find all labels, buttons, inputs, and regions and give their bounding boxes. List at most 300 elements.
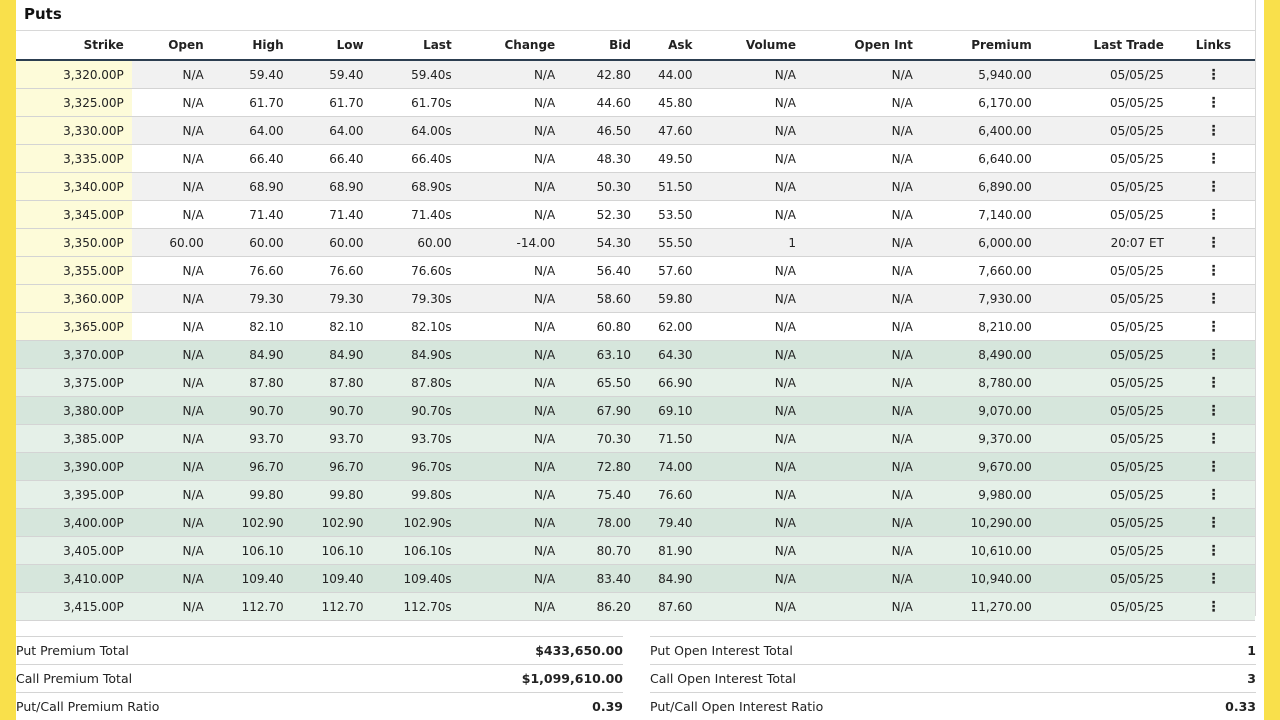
more-vertical-icon[interactable]: ⋮	[1172, 453, 1255, 481]
summary-label: Put Premium Total	[16, 643, 129, 658]
strike-cell[interactable]: 3,345.00P	[16, 201, 132, 229]
high-cell: 82.10	[212, 313, 292, 341]
premium-cell: 10,290.00	[921, 509, 1040, 537]
summary-label: Put/Call Premium Ratio	[16, 699, 160, 714]
more-vertical-icon[interactable]: ⋮	[1172, 397, 1255, 425]
low-cell: 87.80	[292, 369, 372, 397]
low-cell: 102.90	[292, 509, 372, 537]
ask-cell: 74.00	[639, 453, 700, 481]
more-vertical-icon[interactable]: ⋮	[1172, 117, 1255, 145]
table-row[interactable]	[16, 509, 1255, 537]
premium-cell: 9,980.00	[921, 481, 1040, 509]
table-body	[16, 60, 1255, 621]
table-row[interactable]	[16, 481, 1255, 509]
volume-cell: N/A	[701, 425, 805, 453]
bid-cell: 80.70	[563, 537, 639, 565]
last-cell: 106.10s	[372, 537, 460, 565]
open-cell: N/A	[132, 397, 212, 425]
high-cell: 84.90	[212, 341, 292, 369]
change-cell: N/A	[460, 481, 564, 509]
strike-cell[interactable]: 3,395.00P	[16, 481, 132, 509]
volume-cell: N/A	[701, 369, 805, 397]
table-row[interactable]	[16, 173, 1255, 201]
column-header-last-trade[interactable]: Last Trade	[1040, 31, 1172, 60]
open-int-cell: N/A	[804, 257, 921, 285]
last-cell: 99.80s	[372, 481, 460, 509]
last-trade-cell: 05/05/25	[1040, 145, 1172, 173]
options-chain-page	[16, 0, 1264, 720]
table-row[interactable]	[16, 369, 1255, 397]
last-cell: 112.70s	[372, 593, 460, 621]
last-cell: 59.40s	[372, 60, 460, 89]
bid-cell: 50.30	[563, 173, 639, 201]
summary-row	[650, 636, 1256, 664]
volume-cell: N/A	[701, 341, 805, 369]
premium-cell: 6,890.00	[921, 173, 1040, 201]
volume-cell: N/A	[701, 257, 805, 285]
strike-cell[interactable]: 3,375.00P	[16, 369, 132, 397]
change-cell: N/A	[460, 145, 564, 173]
bid-cell: 42.80	[563, 60, 639, 89]
change-cell: N/A	[460, 425, 564, 453]
open-cell: N/A	[132, 285, 212, 313]
more-vertical-icon[interactable]: ⋮	[1172, 89, 1255, 117]
last-trade-cell: 05/05/25	[1040, 397, 1172, 425]
column-header-strike[interactable]: Strike	[16, 31, 132, 60]
strike-cell[interactable]: 3,410.00P	[16, 565, 132, 593]
bid-cell: 70.30	[563, 425, 639, 453]
column-header-last[interactable]: Last	[372, 31, 460, 60]
summary-value: 1	[1247, 643, 1256, 658]
strike-cell[interactable]: 3,320.00P	[16, 60, 132, 89]
last-cell: 79.30s	[372, 285, 460, 313]
bid-cell: 83.40	[563, 565, 639, 593]
summary-label: Call Open Interest Total	[650, 671, 797, 686]
table-row[interactable]	[16, 453, 1255, 481]
open-cell: N/A	[132, 313, 212, 341]
more-vertical-icon[interactable]: ⋮	[1172, 285, 1255, 313]
last-cell: 60.00	[372, 229, 460, 257]
ask-cell: 59.80	[639, 285, 700, 313]
more-vertical-icon[interactable]: ⋮	[1172, 341, 1255, 369]
column-header-premium[interactable]: Premium	[921, 31, 1040, 60]
summary-label: Call Premium Total	[16, 671, 133, 686]
change-cell: N/A	[460, 285, 564, 313]
ask-cell: 49.50	[639, 145, 700, 173]
open-cell: 60.00	[132, 229, 212, 257]
last-trade-cell: 05/05/25	[1040, 285, 1172, 313]
summary-label: Put Open Interest Total	[650, 643, 793, 658]
column-header-ask[interactable]: Ask	[639, 31, 700, 60]
high-cell: 76.60	[212, 257, 292, 285]
change-cell: N/A	[460, 341, 564, 369]
ask-cell: 66.90	[639, 369, 700, 397]
ask-cell: 47.60	[639, 117, 700, 145]
volume-cell: N/A	[701, 453, 805, 481]
open-cell: N/A	[132, 60, 212, 89]
bid-cell: 48.30	[563, 145, 639, 173]
ask-cell: 71.50	[639, 425, 700, 453]
low-cell: 60.00	[292, 229, 372, 257]
more-vertical-icon[interactable]: ⋮	[1172, 509, 1255, 537]
bid-cell: 60.80	[563, 313, 639, 341]
low-cell: 112.70	[292, 593, 372, 621]
high-cell: 59.40	[212, 60, 292, 89]
summary-row	[650, 692, 1256, 720]
low-cell: 109.40	[292, 565, 372, 593]
ask-cell: 87.60	[639, 593, 700, 621]
premium-cell: 6,400.00	[921, 117, 1040, 145]
more-vertical-icon[interactable]: ⋮	[1172, 369, 1255, 397]
more-vertical-icon[interactable]: ⋮	[1172, 537, 1255, 565]
high-cell: 102.90	[212, 509, 292, 537]
high-cell: 109.40	[212, 565, 292, 593]
change-cell: N/A	[460, 369, 564, 397]
last-trade-cell: 20:07 ET	[1040, 229, 1172, 257]
open-int-cell: N/A	[804, 453, 921, 481]
strike-cell[interactable]: 3,415.00P	[16, 593, 132, 621]
high-cell: 60.00	[212, 229, 292, 257]
open-int-cell: N/A	[804, 397, 921, 425]
summary-row	[650, 664, 1256, 692]
volume-cell: N/A	[701, 60, 805, 89]
last-trade-cell: 05/05/25	[1040, 537, 1172, 565]
more-vertical-icon[interactable]: ⋮	[1172, 425, 1255, 453]
last-trade-cell: 05/05/25	[1040, 313, 1172, 341]
bid-cell: 63.10	[563, 341, 639, 369]
high-cell: 71.40	[212, 201, 292, 229]
volume-cell: 1	[701, 229, 805, 257]
ask-cell: 69.10	[639, 397, 700, 425]
last-cell: 71.40s	[372, 201, 460, 229]
table-row[interactable]	[16, 89, 1255, 117]
last-cell: 109.40s	[372, 565, 460, 593]
strike-cell[interactable]: 3,405.00P	[16, 537, 132, 565]
last-cell: 61.70s	[372, 89, 460, 117]
open-interest-summary	[650, 636, 1256, 720]
high-cell: 93.70	[212, 425, 292, 453]
premium-summary	[16, 636, 623, 720]
ask-cell: 44.00	[639, 60, 700, 89]
open-cell: N/A	[132, 117, 212, 145]
open-cell: N/A	[132, 89, 212, 117]
last-cell: 102.90s	[372, 509, 460, 537]
bid-cell: 67.90	[563, 397, 639, 425]
ask-cell: 55.50	[639, 229, 700, 257]
strike-cell[interactable]: 3,380.00P	[16, 397, 132, 425]
high-cell: 61.70	[212, 89, 292, 117]
summary-value: $1,099,610.00	[521, 671, 623, 686]
premium-cell: 7,660.00	[921, 257, 1040, 285]
premium-cell: 8,210.00	[921, 313, 1040, 341]
more-vertical-icon[interactable]: ⋮	[1172, 173, 1255, 201]
open-cell: N/A	[132, 537, 212, 565]
last-trade-cell: 05/05/25	[1040, 509, 1172, 537]
premium-cell: 9,070.00	[921, 397, 1040, 425]
open-cell: N/A	[132, 201, 212, 229]
strike-cell[interactable]: 3,340.00P	[16, 173, 132, 201]
ask-cell: 84.90	[639, 565, 700, 593]
volume-cell: N/A	[701, 509, 805, 537]
table-header-row	[16, 31, 1255, 60]
open-int-cell: N/A	[804, 481, 921, 509]
table-row[interactable]	[16, 341, 1255, 369]
premium-cell: 7,930.00	[921, 285, 1040, 313]
summary-value: 0.33	[1225, 699, 1256, 714]
column-header-low[interactable]: Low	[292, 31, 372, 60]
summary-value: 0.39	[592, 699, 623, 714]
strike-cell[interactable]: 3,365.00P	[16, 313, 132, 341]
column-header-high[interactable]: High	[212, 31, 292, 60]
low-cell: 84.90	[292, 341, 372, 369]
premium-cell: 9,370.00	[921, 425, 1040, 453]
table-row[interactable]	[16, 313, 1255, 341]
open-int-cell: N/A	[804, 201, 921, 229]
more-vertical-icon[interactable]: ⋮	[1172, 593, 1255, 621]
premium-cell: 5,940.00	[921, 60, 1040, 89]
last-cell: 96.70s	[372, 453, 460, 481]
high-cell: 90.70	[212, 397, 292, 425]
open-cell: N/A	[132, 593, 212, 621]
bid-cell: 86.20	[563, 593, 639, 621]
summary-value: 3	[1247, 671, 1256, 686]
last-trade-cell: 05/05/25	[1040, 117, 1172, 145]
open-int-cell: N/A	[804, 89, 921, 117]
table-row[interactable]	[16, 425, 1255, 453]
bid-cell: 72.80	[563, 453, 639, 481]
high-cell: 112.70	[212, 593, 292, 621]
open-int-cell: N/A	[804, 565, 921, 593]
ask-cell: 57.60	[639, 257, 700, 285]
open-cell: N/A	[132, 453, 212, 481]
table-row[interactable]	[16, 117, 1255, 145]
change-cell: N/A	[460, 509, 564, 537]
open-cell: N/A	[132, 145, 212, 173]
summary-row	[16, 664, 623, 692]
open-int-cell: N/A	[804, 593, 921, 621]
high-cell: 66.40	[212, 145, 292, 173]
strike-cell[interactable]: 3,390.00P	[16, 453, 132, 481]
bid-cell: 65.50	[563, 369, 639, 397]
volume-cell: N/A	[701, 89, 805, 117]
bid-cell: 44.60	[563, 89, 639, 117]
more-vertical-icon[interactable]: ⋮	[1172, 313, 1255, 341]
premium-cell: 7,140.00	[921, 201, 1040, 229]
strike-cell[interactable]: 3,335.00P	[16, 145, 132, 173]
last-trade-cell: 05/05/25	[1040, 173, 1172, 201]
open-cell: N/A	[132, 341, 212, 369]
more-vertical-icon[interactable]: ⋮	[1172, 481, 1255, 509]
open-cell: N/A	[132, 173, 212, 201]
strike-cell[interactable]: 3,355.00P	[16, 257, 132, 285]
bid-cell: 52.30	[563, 201, 639, 229]
strike-cell[interactable]: 3,360.00P	[16, 285, 132, 313]
last-trade-cell: 05/05/25	[1040, 369, 1172, 397]
column-header-volume[interactable]: Volume	[701, 31, 805, 60]
column-header-change[interactable]: Change	[460, 31, 564, 60]
premium-cell: 8,490.00	[921, 341, 1040, 369]
open-int-cell: N/A	[804, 369, 921, 397]
panel-title: Puts	[16, 0, 1255, 31]
open-int-cell: N/A	[804, 285, 921, 313]
strike-cell[interactable]: 3,385.00P	[16, 425, 132, 453]
high-cell: 106.10	[212, 537, 292, 565]
open-int-cell: N/A	[804, 509, 921, 537]
last-cell: 68.90s	[372, 173, 460, 201]
premium-cell: 6,000.00	[921, 229, 1040, 257]
last-cell: 93.70s	[372, 425, 460, 453]
open-cell: N/A	[132, 509, 212, 537]
bid-cell: 46.50	[563, 117, 639, 145]
last-trade-cell: 05/05/25	[1040, 425, 1172, 453]
strike-cell[interactable]: 3,370.00P	[16, 341, 132, 369]
summary-label: Put/Call Open Interest Ratio	[650, 699, 824, 714]
change-cell: N/A	[460, 397, 564, 425]
change-cell: -14.00	[460, 229, 564, 257]
column-header-open-int[interactable]: Open Int	[804, 31, 921, 60]
premium-cell: 10,940.00	[921, 565, 1040, 593]
change-cell: N/A	[460, 593, 564, 621]
volume-cell: N/A	[701, 481, 805, 509]
open-cell: N/A	[132, 481, 212, 509]
table-row[interactable]	[16, 145, 1255, 173]
more-vertical-icon[interactable]: ⋮	[1172, 229, 1255, 257]
low-cell: 61.70	[292, 89, 372, 117]
more-vertical-icon[interactable]: ⋮	[1172, 145, 1255, 173]
volume-cell: N/A	[701, 537, 805, 565]
low-cell: 71.40	[292, 201, 372, 229]
bid-cell: 54.30	[563, 229, 639, 257]
table-row[interactable]	[16, 60, 1255, 89]
puts-table	[16, 31, 1255, 621]
open-int-cell: N/A	[804, 537, 921, 565]
open-int-cell: N/A	[804, 425, 921, 453]
premium-cell: 10,610.00	[921, 537, 1040, 565]
change-cell: N/A	[460, 89, 564, 117]
last-trade-cell: 05/05/25	[1040, 341, 1172, 369]
table-row[interactable]	[16, 537, 1255, 565]
last-cell: 87.80s	[372, 369, 460, 397]
open-int-cell: N/A	[804, 117, 921, 145]
more-vertical-icon[interactable]: ⋮	[1172, 565, 1255, 593]
volume-cell: N/A	[701, 397, 805, 425]
more-vertical-icon[interactable]: ⋮	[1172, 60, 1255, 89]
summary-row	[16, 692, 623, 720]
table-row[interactable]	[16, 229, 1255, 257]
volume-cell: N/A	[701, 565, 805, 593]
ask-cell: 62.00	[639, 313, 700, 341]
change-cell: N/A	[460, 257, 564, 285]
ask-cell: 64.30	[639, 341, 700, 369]
strike-cell[interactable]: 3,400.00P	[16, 509, 132, 537]
change-cell: N/A	[460, 60, 564, 89]
ask-cell: 81.90	[639, 537, 700, 565]
low-cell: 59.40	[292, 60, 372, 89]
change-cell: N/A	[460, 453, 564, 481]
open-int-cell: N/A	[804, 313, 921, 341]
volume-cell: N/A	[701, 145, 805, 173]
puts-panel	[16, 0, 1256, 616]
last-cell: 66.40s	[372, 145, 460, 173]
last-cell: 82.10s	[372, 313, 460, 341]
open-cell: N/A	[132, 425, 212, 453]
more-vertical-icon[interactable]: ⋮	[1172, 201, 1255, 229]
last-cell: 64.00s	[372, 117, 460, 145]
volume-cell: N/A	[701, 173, 805, 201]
volume-cell: N/A	[701, 117, 805, 145]
open-int-cell: N/A	[804, 173, 921, 201]
table-row[interactable]	[16, 593, 1255, 621]
last-trade-cell: 05/05/25	[1040, 453, 1172, 481]
ask-cell: 45.80	[639, 89, 700, 117]
last-cell: 84.90s	[372, 341, 460, 369]
last-trade-cell: 05/05/25	[1040, 201, 1172, 229]
open-int-cell: N/A	[804, 60, 921, 89]
change-cell: N/A	[460, 313, 564, 341]
low-cell: 76.60	[292, 257, 372, 285]
summary-value: $433,650.00	[535, 643, 623, 658]
ask-cell: 53.50	[639, 201, 700, 229]
column-header-links[interactable]: Links	[1172, 31, 1255, 60]
low-cell: 68.90	[292, 173, 372, 201]
strike-cell[interactable]: 3,325.00P	[16, 89, 132, 117]
premium-cell: 6,170.00	[921, 89, 1040, 117]
strike-cell[interactable]: 3,330.00P	[16, 117, 132, 145]
open-int-cell: N/A	[804, 341, 921, 369]
open-int-cell: N/A	[804, 145, 921, 173]
low-cell: 79.30	[292, 285, 372, 313]
low-cell: 96.70	[292, 453, 372, 481]
last-trade-cell: 05/05/25	[1040, 565, 1172, 593]
column-header-open[interactable]: Open	[132, 31, 212, 60]
bid-cell: 56.40	[563, 257, 639, 285]
last-trade-cell: 05/05/25	[1040, 481, 1172, 509]
premium-cell: 9,670.00	[921, 453, 1040, 481]
low-cell: 64.00	[292, 117, 372, 145]
low-cell: 82.10	[292, 313, 372, 341]
column-header-bid[interactable]: Bid	[563, 31, 639, 60]
low-cell: 90.70	[292, 397, 372, 425]
bid-cell: 58.60	[563, 285, 639, 313]
change-cell: N/A	[460, 173, 564, 201]
change-cell: N/A	[460, 537, 564, 565]
volume-cell: N/A	[701, 313, 805, 341]
bid-cell: 78.00	[563, 509, 639, 537]
more-vertical-icon[interactable]: ⋮	[1172, 257, 1255, 285]
premium-cell: 8,780.00	[921, 369, 1040, 397]
table-row[interactable]	[16, 285, 1255, 313]
low-cell: 99.80	[292, 481, 372, 509]
table-row[interactable]	[16, 565, 1255, 593]
last-cell: 90.70s	[372, 397, 460, 425]
high-cell: 68.90	[212, 173, 292, 201]
high-cell: 99.80	[212, 481, 292, 509]
table-row[interactable]	[16, 257, 1255, 285]
high-cell: 64.00	[212, 117, 292, 145]
volume-cell: N/A	[701, 593, 805, 621]
low-cell: 106.10	[292, 537, 372, 565]
open-cell: N/A	[132, 369, 212, 397]
summary-row	[16, 636, 623, 664]
high-cell: 79.30	[212, 285, 292, 313]
table-row[interactable]	[16, 201, 1255, 229]
premium-cell: 6,640.00	[921, 145, 1040, 173]
open-cell: N/A	[132, 565, 212, 593]
open-cell: N/A	[132, 257, 212, 285]
strike-cell[interactable]: 3,350.00P	[16, 229, 132, 257]
open-int-cell: N/A	[804, 229, 921, 257]
table-row[interactable]	[16, 397, 1255, 425]
